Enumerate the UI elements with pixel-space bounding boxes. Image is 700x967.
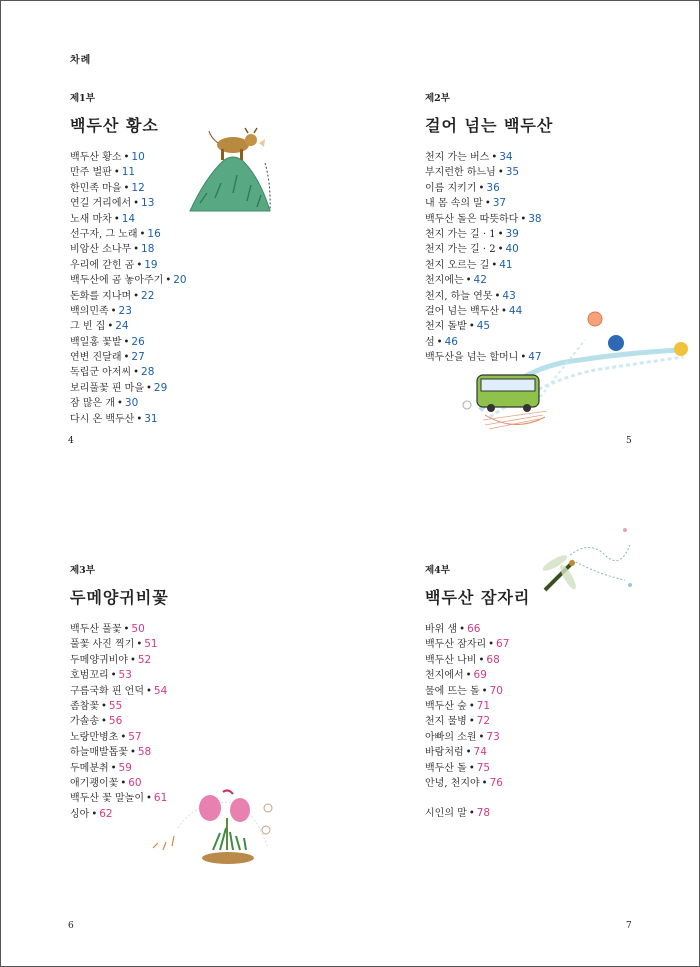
toc-item: 백두산 잠자리 • 67 <box>425 638 510 651</box>
toc-item: 백두산 나비 • 68 <box>425 653 500 666</box>
toc-item: 천지 오르는 길 • 41 <box>425 258 513 271</box>
toc-item: 연변 진달래 • 27 <box>70 351 145 364</box>
toc-item-title: 천지 가는 길 · 1 <box>425 228 496 240</box>
toc-item: 노랑만병초 • 57 <box>70 730 142 743</box>
toc-item: 백두산에 곰 놓아주기 • 20 <box>70 274 187 287</box>
toc-item-title: 백두산 돌 <box>425 762 467 774</box>
toc-item-page: 20 <box>173 274 187 287</box>
toc-item-title: 애기괭이꽃 <box>70 777 119 789</box>
toc-item-title: 내 몸 속의 말 <box>425 198 483 210</box>
bull-mountain-illustration <box>185 123 275 213</box>
toc-item: 걸어 넘는 백두산 • 44 <box>425 304 523 317</box>
toc-item-title: 돈화를 지나며 <box>70 290 132 302</box>
toc-item: 다시 온 백두산 • 31 <box>70 412 158 425</box>
page-number: 7 <box>626 921 632 931</box>
toc-item-page: 71 <box>476 699 491 712</box>
toc-item-title: 천지에서 <box>425 670 464 682</box>
toc-item-title: 풀꽃 사진 찍기 <box>70 639 135 651</box>
toc-item: 백두산 황소 • 10 <box>70 151 145 163</box>
toc-item-page: 29 <box>153 381 168 394</box>
toc-item: 두메양귀비야 • 52 <box>70 653 152 666</box>
toc-item-page: 12 <box>131 181 145 194</box>
toc-item-page: 10 <box>131 151 145 163</box>
toc-item-title: 잠 많은 개 <box>70 398 115 410</box>
toc-item-page: 73 <box>486 730 500 743</box>
toc-item-page: 44 <box>508 304 523 317</box>
toc-item-page: 60 <box>128 776 142 789</box>
toc-item-title: 백두산 숲 <box>425 700 467 712</box>
toc-item-page: 68 <box>486 653 500 666</box>
toc-item: 천지에는 • 42 <box>425 274 487 287</box>
toc-item-title: 연변 진달래 <box>70 352 122 364</box>
toc-item-page: 56 <box>108 715 123 728</box>
toc-item-page: 67 <box>496 638 510 651</box>
toc-item: 노새 마차 • 14 <box>70 212 136 225</box>
toc-item-title: 비암산 소나무 <box>70 244 132 256</box>
toc-item-page: 24 <box>115 320 129 333</box>
toc-item: 풀꽃 사진 찍기 • 51 <box>70 638 158 651</box>
toc-item: 가솔송 • 56 <box>70 715 123 728</box>
toc-item: 백두산을 넘는 할머니 • 47 <box>425 351 542 364</box>
toc-item-page: 69 <box>473 669 487 682</box>
toc-item-page: 14 <box>121 212 136 225</box>
part-label: 제4부 <box>425 565 450 576</box>
toc-item-page: 58 <box>137 746 152 759</box>
toc-extra <box>425 806 655 821</box>
toc-item: 보리풀꽃 핀 마을 • 29 <box>70 381 168 394</box>
toc-item-page: 52 <box>137 653 152 666</box>
toc-item: 독립군 아저씨 • 28 <box>70 366 155 379</box>
toc-item-title: 만주 벌판 <box>70 167 112 179</box>
toc-item: 애기괭이꽃 • 60 <box>70 776 142 789</box>
page-number: 5 <box>626 436 632 446</box>
toc-item-page: 43 <box>502 289 516 302</box>
toc-item: 아빠의 소원 • 73 <box>425 730 500 743</box>
toc-item-page: 51 <box>144 638 158 651</box>
toc-item-title: 백두산에 곰 놓아주기 <box>70 275 164 287</box>
toc-item-poet-note: 시인의 말 • 78 <box>425 807 491 820</box>
toc-item-title: 싱아 <box>70 808 90 820</box>
toc-item: 연길 거리에서 • 13 <box>70 197 155 210</box>
toc-item: 백의민족 • 23 <box>70 304 132 317</box>
toc-item-title: 다시 온 백두산 <box>70 413 135 425</box>
dragonfly-illustration <box>530 525 640 605</box>
toc-item-title: 하늘매발톱꽃 <box>70 747 128 759</box>
toc-item-title: 섬 <box>425 336 435 348</box>
toc-item-title: 바람처럼 <box>425 747 464 759</box>
toc-item-title: 보리풀꽃 핀 마을 <box>70 382 144 394</box>
toc-item: 천지, 하늘 연못 • 43 <box>425 289 516 302</box>
toc-item-page: 34 <box>499 151 513 163</box>
toc-item-page: 39 <box>505 227 519 240</box>
toc-item-title: 백두산 황소 <box>70 152 122 163</box>
toc-item: 호범꼬리 • 53 <box>70 669 132 682</box>
poppy-flower-illustration <box>148 788 288 868</box>
bus-illustration <box>455 305 690 435</box>
toc-item-page: 54 <box>153 684 168 697</box>
toc-item-page: 62 <box>99 807 113 820</box>
toc-item-page: 74 <box>473 746 487 759</box>
toc-item-title: 백두산을 넘는 할머니 <box>425 352 519 364</box>
toc-item-page: 57 <box>128 730 142 743</box>
toc-item-title: 그 빈 집 <box>70 321 106 333</box>
page-number: 4 <box>68 436 74 446</box>
toc-item: 백두산 풀꽃 • 50 <box>70 623 145 635</box>
toc-item-page: 22 <box>141 289 155 302</box>
toc-item-title: 호범꼬리 <box>70 670 109 682</box>
toc-item-page: 72 <box>476 715 491 728</box>
toc-item-page: 78 <box>476 807 491 820</box>
part-label: 제2부 <box>425 93 450 104</box>
toc-item-title: 천지 돌밭 <box>425 321 467 333</box>
toc-item-page: 46 <box>444 335 458 348</box>
toc-item: 그 빈 집 • 24 <box>70 320 129 333</box>
toc-item-page: 11 <box>121 166 136 179</box>
toc-item-title: 이름 지키기 <box>425 182 477 194</box>
toc-item: 좀참꽃 • 55 <box>70 699 123 712</box>
toc-item-title: 우리에 갇힌 곰 <box>70 259 135 271</box>
toc-item-title: 물에 뜨는 돌 <box>425 685 480 697</box>
toc-item-page: 13 <box>141 197 155 210</box>
toc-item-page: 40 <box>505 243 519 256</box>
toc-item-page: 75 <box>476 761 491 774</box>
toc-item: 천지 가는 길 · 2 • 40 <box>425 243 519 256</box>
toc-item: 이름 지키기 • 36 <box>425 181 500 194</box>
toc-item-title: 노새 마차 <box>70 213 112 225</box>
toc-item-title: 좀참꽃 <box>70 700 99 712</box>
toc-item-title: 독립군 아저씨 <box>70 367 132 379</box>
toc-item: 구름국화 핀 언덕 • 54 <box>70 684 168 697</box>
part-title: 두메양귀비꽃 <box>70 588 169 607</box>
toc-item-page: 26 <box>131 335 145 348</box>
toc-item-page: 59 <box>118 761 132 774</box>
toc-item-title: 백두산 풀꽃 <box>70 624 122 635</box>
toc-item: 백두산 숲 • 71 <box>425 699 491 712</box>
toc-item: 내 몸 속의 말 • 37 <box>425 197 507 210</box>
toc-item-title: 선구자, 그 노래 <box>70 228 138 240</box>
toc-item: 안녕, 천지야 • 76 <box>425 776 503 789</box>
toc-item-title: 백두산 돌은 따뜻하다 <box>425 213 519 225</box>
toc-item-page: 45 <box>476 320 491 333</box>
toc-item-title: 천지, 하늘 연못 <box>425 290 493 302</box>
toc-item-title: 백두산 잠자리 <box>425 639 487 651</box>
toc-item-title: 부지런한 하느님 <box>425 167 496 179</box>
toc-item: 돈화를 지나며 • 22 <box>70 289 155 302</box>
toc-item-title: 천지 가는 버스 <box>425 152 490 163</box>
toc-item: 비암산 소나무 • 18 <box>70 243 155 256</box>
toc-item: 물에 뜨는 돌 • 70 <box>425 684 503 697</box>
toc-item-title: 백의민족 <box>70 305 109 317</box>
part-title: 백두산 황소 <box>70 116 159 135</box>
toc-item-title: 걸어 넘는 백두산 <box>425 305 499 317</box>
toc-item-page: 50 <box>131 623 145 635</box>
toc-item-title: 시인의 말 <box>425 808 467 820</box>
toc-item-page: 30 <box>124 397 139 410</box>
toc-item: 섬 • 46 <box>425 335 458 348</box>
toc-item: 천지 돌밭 • 45 <box>425 320 491 333</box>
toc-item-title: 한민족 마을 <box>70 182 122 194</box>
toc-item-page: 19 <box>144 258 158 271</box>
toc-item-title: 백두산 나비 <box>425 654 477 666</box>
toc-item-page: 18 <box>141 243 155 256</box>
toc-item: 백두산 돌은 따뜻하다 • 38 <box>425 212 542 225</box>
toc-item-title: 천지 가는 길 · 2 <box>425 244 496 256</box>
toc-item: 싱아 • 62 <box>70 807 113 820</box>
toc-item: 바위 샘 • 66 <box>425 623 481 635</box>
toc-item-page: 31 <box>144 412 158 425</box>
toc-item-title: 안녕, 천지야 <box>425 777 480 789</box>
toc-item-title: 백두산 꽃 말놀이 <box>70 793 144 805</box>
toc-item: 천지에서 • 69 <box>425 669 487 682</box>
toc-item-title: 구름국화 핀 언덕 <box>70 685 144 697</box>
toc-item-title: 천지 물병 <box>425 716 467 728</box>
toc-item-page: 28 <box>141 366 155 379</box>
part-title: 백두산 잠자리 <box>425 588 531 607</box>
toc-item: 만주 벌판 • 11 <box>70 166 136 179</box>
toc-header: 차례 <box>70 55 92 66</box>
toc-item-page: 35 <box>505 166 520 179</box>
toc-item-title: 두메분취 <box>70 762 109 774</box>
toc-item: 선구자, 그 노래 • 16 <box>70 227 161 240</box>
toc-item-title: 천지에는 <box>425 275 464 287</box>
toc-item-title: 가솔송 <box>70 716 99 728</box>
part-label: 제1부 <box>70 93 95 104</box>
toc-item-title: 연길 거리에서 <box>70 198 132 210</box>
toc-item-page: 66 <box>467 623 481 635</box>
toc-item: 우리에 갇힌 곰 • 19 <box>70 258 158 271</box>
part-3 <box>70 562 300 822</box>
toc-item-page: 16 <box>147 227 161 240</box>
toc-item-title: 바위 샘 <box>425 624 458 635</box>
toc-item-page: 38 <box>528 212 542 225</box>
toc-item-page: 47 <box>528 351 542 364</box>
toc-item-page: 55 <box>108 699 123 712</box>
toc-item-title: 아빠의 소원 <box>425 731 477 743</box>
toc-item: 백두산 꽃 말놀이 • 61 <box>70 792 168 805</box>
toc-item-title: 노랑만병초 <box>70 731 119 743</box>
toc-list <box>425 622 655 791</box>
toc-item-page: 23 <box>118 304 132 317</box>
toc-item: 천지 가는 길 · 1 • 39 <box>425 227 519 240</box>
toc-item: 잠 많은 개 • 30 <box>70 397 139 410</box>
toc-item: 부지런한 하느님 • 35 <box>425 166 520 179</box>
toc-item: 천지 가는 버스 • 34 <box>425 151 513 163</box>
part-title: 걸어 넘는 백두산 <box>425 116 554 135</box>
toc-item-page: 27 <box>131 351 145 364</box>
toc-item-page: 37 <box>492 197 507 210</box>
toc-item-title: 백일홍 꽃밭 <box>70 336 122 348</box>
page-number: 6 <box>68 921 74 931</box>
toc-item: 한민족 마을 • 12 <box>70 181 145 194</box>
toc-item-title: 천지 오르는 길 <box>425 259 490 271</box>
toc-item: 백일홍 꽃밭 • 26 <box>70 335 145 348</box>
toc-item: 하늘매발톱꽃 • 58 <box>70 746 152 759</box>
toc-item: 천지 물병 • 72 <box>425 715 491 728</box>
toc-item-page: 61 <box>153 792 168 805</box>
toc-item-page: 70 <box>489 684 503 697</box>
toc-item-page: 41 <box>499 258 513 271</box>
toc-item-page: 76 <box>489 776 503 789</box>
toc-item-page: 53 <box>118 669 132 682</box>
toc-item: 백두산 돌 • 75 <box>425 761 491 774</box>
toc-item-page: 36 <box>486 181 500 194</box>
part-label: 제3부 <box>70 565 95 576</box>
toc-item: 바람처럼 • 74 <box>425 746 487 759</box>
toc-item: 두메분취 • 59 <box>70 761 132 774</box>
toc-item-page: 42 <box>473 274 487 287</box>
toc-item-title: 두메양귀비야 <box>70 654 128 666</box>
